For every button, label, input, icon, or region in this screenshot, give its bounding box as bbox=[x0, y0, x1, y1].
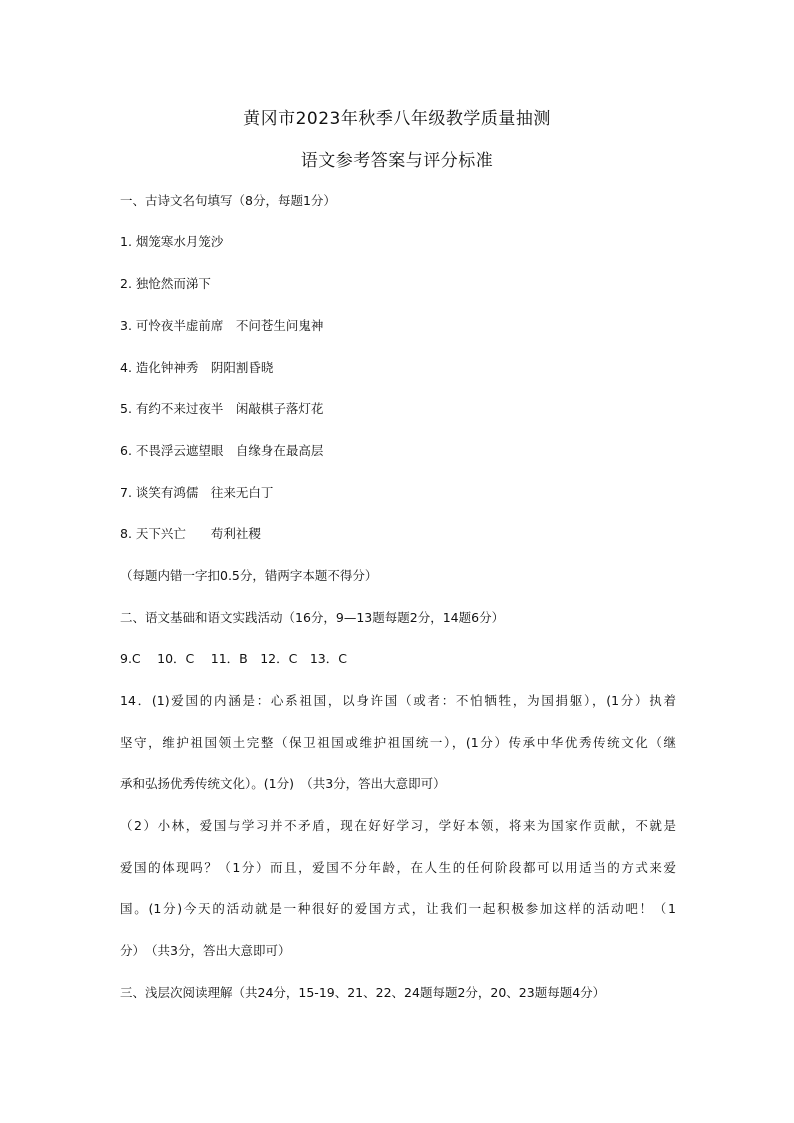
q14-line-7: 分） （共3分，答出大意即可） bbox=[120, 943, 291, 958]
q14-line-3: 承和弘扬优秀传统文化）。(1分) （共3分，答出大意即可） bbox=[120, 776, 446, 791]
document-subtitle: 语文参考答案与评分标准 bbox=[300, 151, 494, 171]
answer-item-6: 6. 不畏浮云遮望眼 自缘身在最高层 bbox=[120, 443, 324, 458]
answer-item-5: 5. 有约不来过夜半 闲敲棋子落灯花 bbox=[120, 401, 324, 416]
q14-line-1: 14．(1)爱国的内涵是：心系祖国，以身许国（或者：不怕牺牲，为国捐躯），(1分）执着 bbox=[120, 693, 676, 708]
q14-line-2: 坚守，维护祖国领土完整（保卫祖国或维护祖国统一），(1分）传承中华优秀传统文化（继 bbox=[120, 735, 676, 750]
section-heading-poetry: 一、古诗文名句填写（8分，每题1分） bbox=[120, 193, 336, 208]
q14-line-4: （2）小林，爱国与学习并不矛盾，现在好好学习，学好本领，将来为国家作贡献，不就是 bbox=[120, 818, 676, 833]
answer-item-2: 2. 独怆然而涕下 bbox=[120, 276, 211, 291]
answer-item-7: 7. 谈笑有鸿儒 往来无白丁 bbox=[120, 485, 274, 500]
multiple-choice-answers: 9.C 10．C 11．B 12．C 13．C bbox=[120, 651, 347, 666]
document-title: 黄冈市2023年秋季八年级教学质量抽测 bbox=[243, 109, 551, 129]
answer-item-8: 8. 天下兴亡 苟利社稷 bbox=[120, 526, 261, 541]
answer-item-4: 4. 造化钟神秀 阴阳割昏晓 bbox=[120, 360, 274, 375]
q14-line-6: 国。(1分)今天的活动就是一种很好的爱国方式，让我们一起积极参加这样的活动吧！（1 bbox=[120, 901, 676, 916]
section-heading-basics: 二、语文基础和语文实践活动（16分，9—13题每题2分，14题6分） bbox=[120, 610, 505, 625]
answer-item-1: 1. 烟笼寒水月笼沙 bbox=[120, 234, 224, 249]
section-heading-reading: 三、浅层次阅读理解（共24分，15-19、21、22、24题每题2分，20、23题每题4分） bbox=[120, 985, 606, 1000]
scoring-note: （每题内错一字扣0.5分，错两字本题不得分） bbox=[120, 568, 378, 583]
answer-item-3: 3. 可怜夜半虚前席 不问苍生问鬼神 bbox=[120, 318, 324, 333]
q14-line-5: 爱国的体现吗？（1分）而且，爱国不分年龄，在人生的任何阶段都可以用适当的方式来爱 bbox=[120, 860, 676, 875]
